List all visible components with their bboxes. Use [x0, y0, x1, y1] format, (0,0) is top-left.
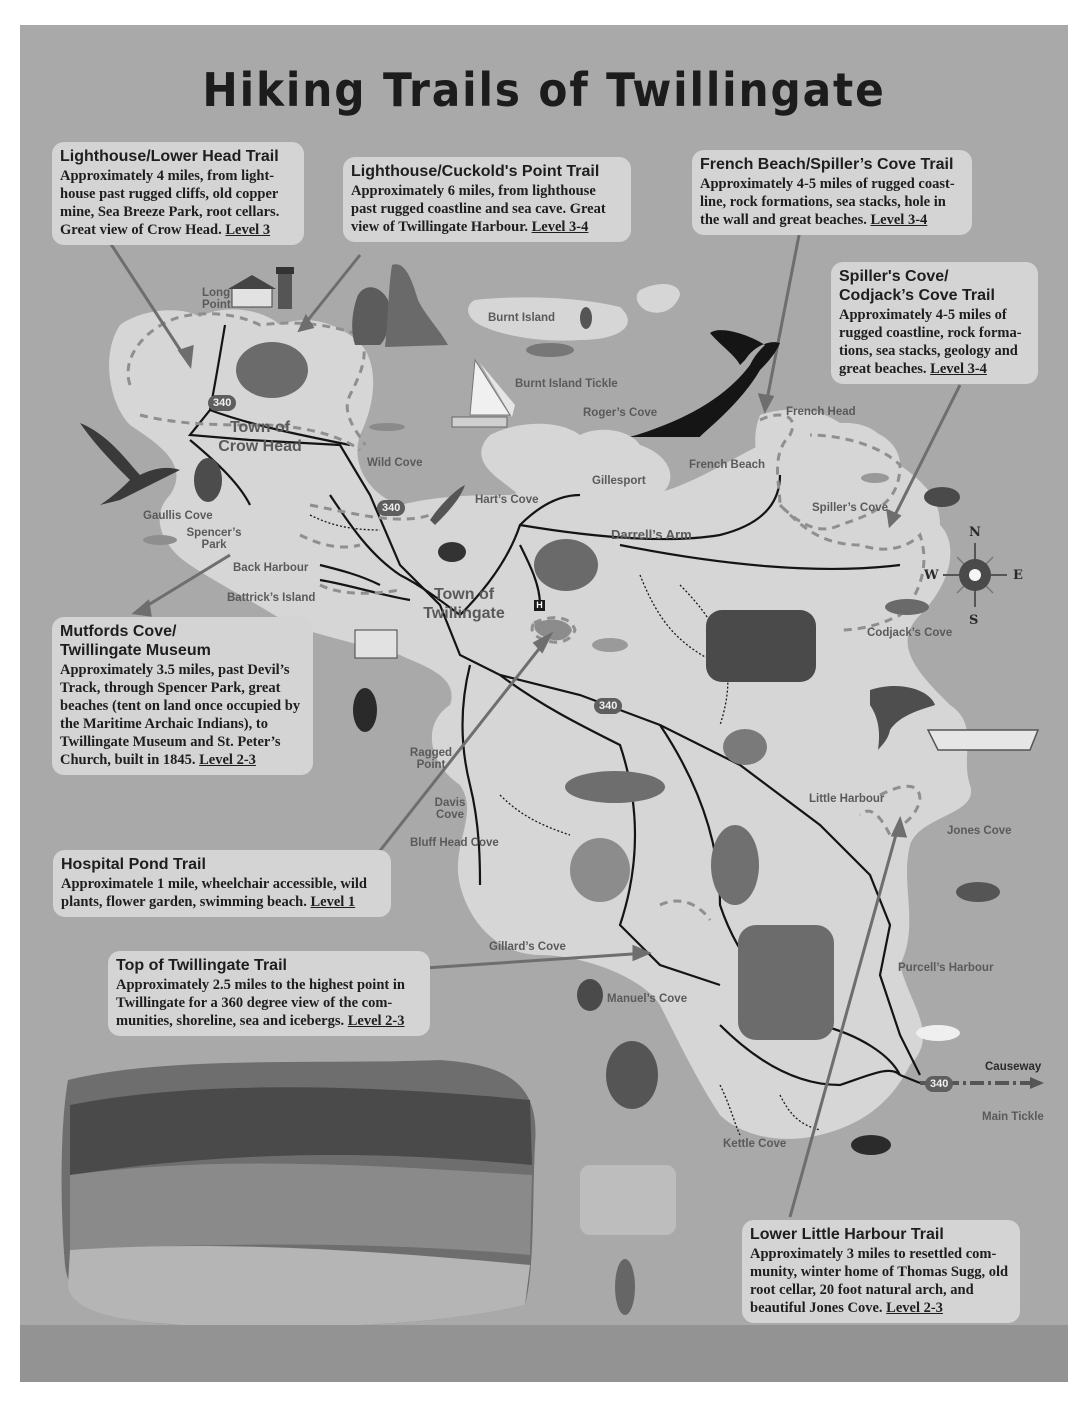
whelk-shell-icon	[577, 979, 603, 1011]
trail-title: Lighthouse/Lower Head Trail	[60, 148, 279, 165]
trail-description: Approximately 3 miles to resettled com-munity, winter home of Thomas Sugg, old root cellar, 20 foot natural arch, and beautiful Jones Cove.	[750, 1246, 1009, 1316]
gull-icon	[615, 1259, 635, 1315]
place-label: Gillesport	[592, 475, 646, 487]
place-label: Spiller’s Cove	[812, 502, 889, 514]
fishing-vessel-photo	[580, 1165, 676, 1235]
trail-callout-mutfords-cove-museum	[52, 617, 313, 775]
trail-title: Lower Little Harbour Trail	[750, 1226, 944, 1243]
trail-title: Lighthouse/Cuckold's Point Trail	[351, 163, 600, 180]
place-label: French Beach	[689, 459, 766, 471]
fox-icon	[711, 825, 759, 905]
trail-level: Level 1	[310, 894, 356, 910]
mackerel-icon	[143, 535, 177, 545]
whale-tail-icon	[630, 330, 780, 437]
dory-boat-icon	[928, 730, 1038, 750]
trail-callout-lighthouse-cuckolds-point	[343, 157, 631, 242]
raspberry-icon	[723, 729, 767, 765]
town-label-crow-head: Town of Crow Head	[218, 419, 302, 455]
trail-callout-spillers-codjacks-cove	[831, 262, 1038, 384]
trail-level: Level 2-3	[199, 752, 256, 768]
place-label: Bluff Head Cove	[410, 837, 499, 849]
pitcher-plant-photo	[738, 925, 834, 1040]
compass-east: E	[1013, 568, 1023, 583]
compass-south: S	[969, 613, 979, 628]
beluga-icon	[916, 1025, 960, 1041]
aerial-photo	[62, 1060, 536, 1325]
place-label: Back Harbour	[233, 562, 309, 574]
osprey-icon	[606, 1041, 658, 1109]
cod-fish-icon	[526, 343, 574, 357]
bakeapple-icon	[570, 838, 630, 902]
trail-callout-lower-little-harbour	[742, 1220, 1020, 1323]
trail-title: Top of Twillingate Trail	[116, 957, 287, 974]
rock-formation-icon	[194, 458, 222, 502]
trail-description: Approximately 6 miles, from lighthouse past rugged coastline and sea cave. Great view of Twillingate Harbour.	[351, 183, 606, 235]
trail-level: Level 2-3	[347, 1013, 405, 1029]
trail-description: Approximately 4-5 miles of rugged coastline, rock forma-tions, sea stacks, geology and great beaches.	[839, 307, 1022, 377]
trail-description: Approximatele 1 mile, wheelchair accessible, wild plants, flower garden, swimming beach.	[61, 876, 367, 910]
compass-north: N	[969, 525, 981, 540]
wildflowers-photo	[706, 610, 816, 682]
town-label-twillingate: Town of Twillingate	[423, 586, 505, 622]
blueberry-icon	[565, 771, 665, 803]
trail-title: Mutfords Cove/ Twillingate Museum	[60, 623, 211, 659]
place-label: Manuel’s Cove	[607, 993, 688, 1005]
place-label: Spencer’s Park	[186, 527, 242, 551]
footer-band	[20, 1325, 1068, 1382]
trail-callout-top-of-twillingate	[108, 951, 430, 1036]
trail-title: French Beach/Spiller’s Cove Trail	[700, 156, 954, 173]
small-gull-icon	[861, 473, 889, 483]
lighthouse-icon	[228, 267, 294, 309]
sandpiper-icon	[592, 638, 628, 652]
place-label: French Head	[786, 406, 856, 418]
place-label: Codjack’s Cove	[867, 627, 953, 639]
root-cellar-photo-2	[534, 539, 598, 591]
trail-callout-hospital-pond	[53, 850, 391, 917]
route-340-badge: 340	[377, 500, 405, 516]
compass-rose	[943, 543, 1007, 607]
place-label: Roger’s Cove	[583, 407, 658, 419]
trail-title: Spiller's Cove/ Codjack’s Cove Trail	[839, 268, 995, 304]
trail-description: Approximately 4-5 miles of rugged coast-line, rock formations, sea stacks, hole in the wall and great beaches.	[700, 176, 955, 228]
place-label: Ragged Point	[409, 747, 453, 771]
mussel-icon	[851, 1135, 891, 1155]
museum-building-icon	[355, 630, 397, 658]
trail-callout-lighthouse-lower-head	[52, 142, 304, 245]
compass-west: W	[924, 568, 939, 583]
trail-level: Level 3-4	[930, 361, 987, 377]
puffin-icon	[580, 307, 592, 329]
capelin-icon	[369, 423, 405, 431]
place-label: Battrick’s Island	[227, 592, 316, 604]
trail-level: Level 3-4	[531, 219, 589, 235]
place-label: Davis Cove	[434, 797, 466, 821]
sea-stack-icon	[352, 264, 448, 347]
place-label: Gillard’s Cove	[489, 941, 566, 953]
place-label: Little Harbour	[809, 793, 885, 805]
place-label: Darrell’s Arm	[611, 527, 692, 542]
trail-description: Approximately 2.5 miles to the highest point in Twillingate for a 360 degree view of the com-munities, shoreline, sea and icebergs.	[116, 977, 405, 1029]
route-340-badge: 340	[594, 698, 622, 714]
murre-icon	[353, 688, 377, 732]
trail-level: Level 3	[225, 222, 271, 238]
lobster-icon	[438, 542, 466, 562]
place-label: Burnt Island	[488, 312, 556, 324]
place-label: Purcell’s Harbour	[898, 962, 994, 974]
sailboat-icon	[452, 360, 515, 427]
trail-level: Level 3-4	[870, 212, 928, 228]
place-label: Gaullis Cove	[143, 510, 213, 522]
trail-level: Level 2-3	[886, 1300, 943, 1316]
flounder-icon	[885, 599, 929, 615]
trail-description: Approximately 3.5 miles, past Devil’s Track, through Spencer Park, great beaches (tent on land once occupied by the Maritime Archaic Indians), to Twillingate Museum and St. Peter’s Church, built in 1845.	[60, 662, 301, 768]
root-cellar-photo	[236, 342, 308, 398]
route-340-badge: 340	[925, 1076, 953, 1092]
place-label: Main Tickle	[982, 1111, 1044, 1123]
place-label: Kettle Cove	[723, 1138, 787, 1150]
map-poster	[20, 25, 1068, 1325]
causeway-label: Causeway	[985, 1061, 1042, 1073]
trail-description: Approximately 4 miles, from light-house past rugged cliffs, old copper mine, Sea Breeze Park, root cellars. Great view of Crow Head.	[60, 168, 280, 238]
trail-callout-french-beach-spillers-cove	[692, 150, 972, 235]
place-label: Burnt Island Tickle	[515, 378, 618, 390]
crab-icon	[924, 487, 960, 507]
place-label: Long Point	[202, 287, 231, 311]
turtle-icon	[956, 882, 1000, 902]
page-title: Hiking Trails of Twillingate	[202, 63, 886, 117]
route-340-badge: 340	[208, 395, 236, 411]
place-label: Hart’s Cove	[475, 494, 539, 506]
place-label: Wild Cove	[367, 457, 423, 469]
trail-title: Hospital Pond Trail	[61, 856, 206, 873]
hospital-icon: H	[534, 600, 545, 611]
place-label: Jones Cove	[947, 825, 1012, 837]
